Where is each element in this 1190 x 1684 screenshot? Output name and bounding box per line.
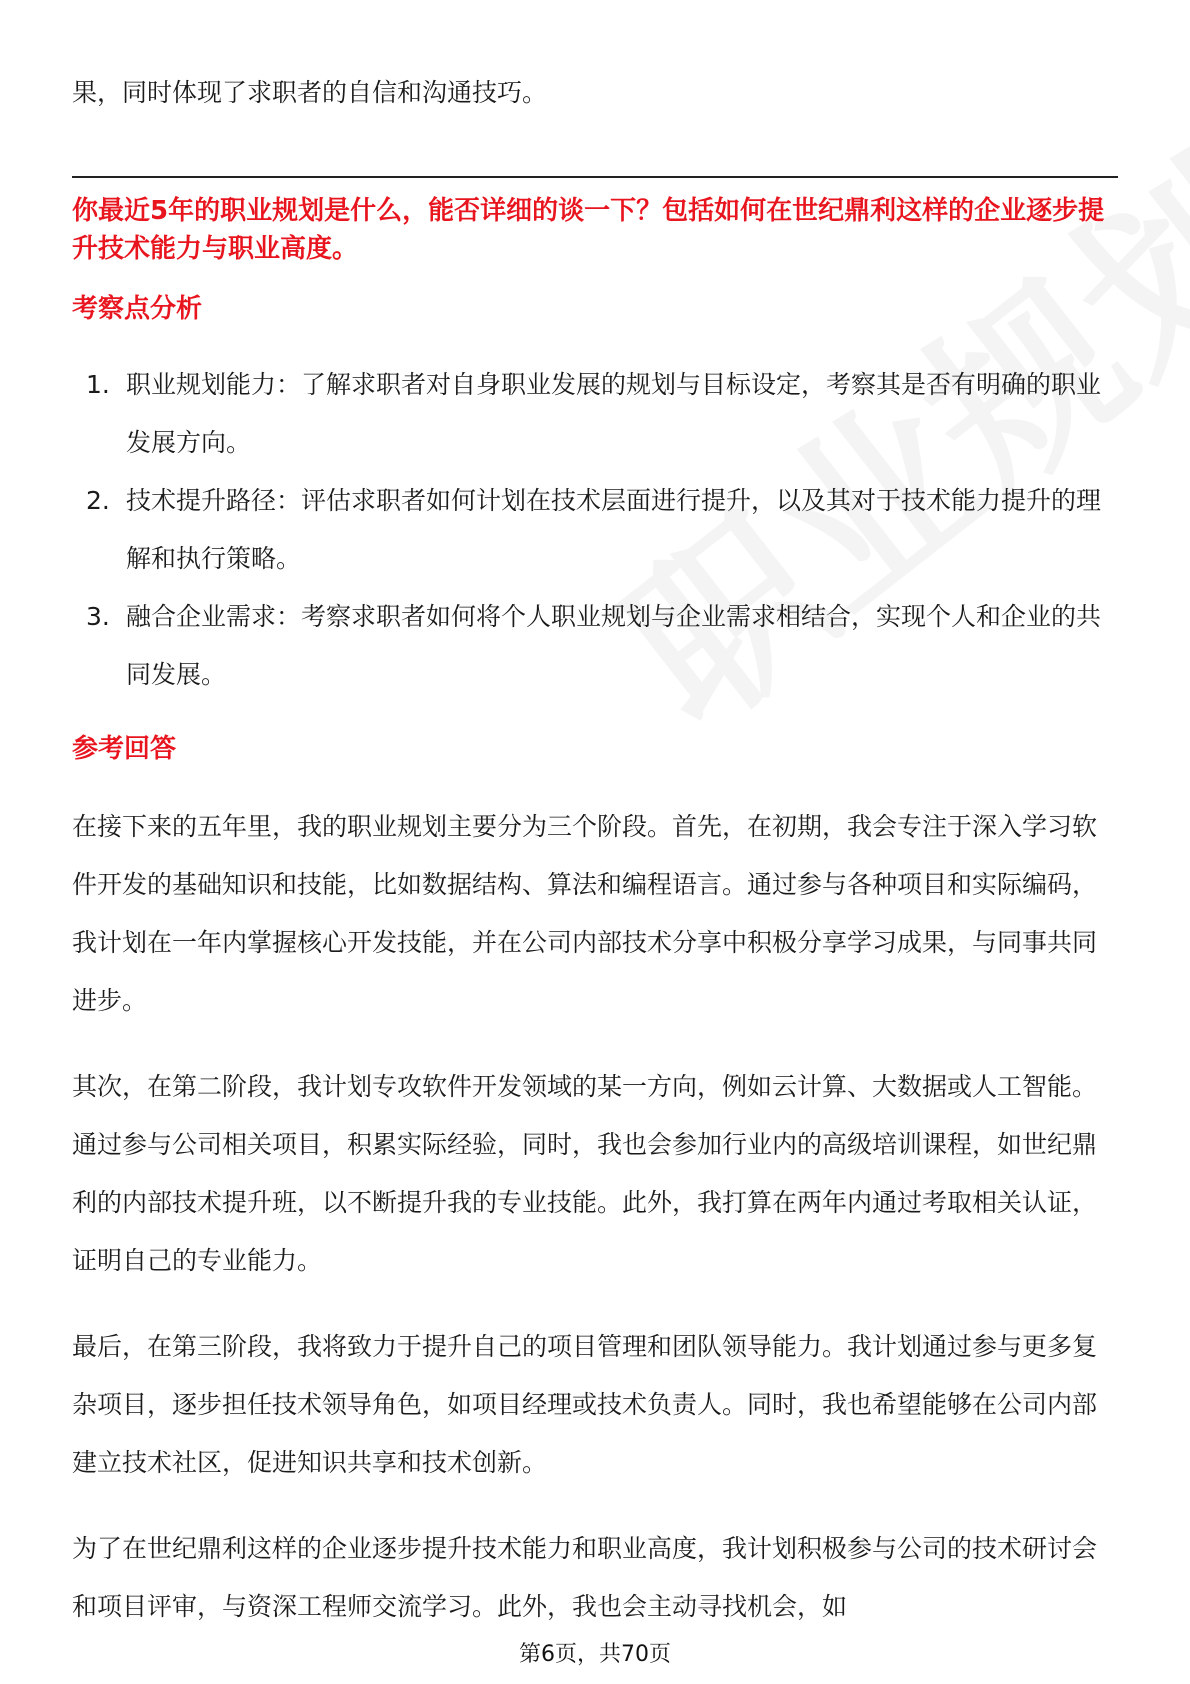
list-item — [72, 472, 1118, 588]
list-item-text: 融合企业需求：考察求职者如何将个人职业规划与企业需求相结合，实现个人和企业的共同发展。 — [126, 602, 1102, 689]
list-item-number: 2. — [86, 486, 110, 515]
analysis-heading: 考察点分析 — [72, 294, 203, 324]
list-item-text: 技术提升路径：评估求职者如何计划在技术层面进行提升，以及其对于技术能力提升的理解和执行策略。 — [126, 486, 1102, 573]
answer-paragraph: 在接下来的五年里，我的职业规划主要分为三个阶段。首先，在初期，我会专注于深入学习软件开发的基础知识和技能，比如数据结构、算法和编程语言。通过参与各种项目和实际编码，我计划在一年内掌握核心开发技能，并在公司内部技术分享中积极分享学习成果，与同事共同进步。 — [72, 812, 1098, 1015]
question-title: 你最近5年的职业规划是什么，能否详细的谈一下？包括如何在世纪鼎利这样的企业逐步提升技术能力与职业高度。 — [72, 196, 1105, 264]
answer-paragraph: 其次，在第二阶段，我计划专攻软件开发领域的某一方向，例如云计算、大数据或人工智能。通过参与公司相关项目，积累实际经验，同时，我也会参加行业内的高级培训课程，如世纪鼎利的内部技术提升班，以不断提升我的专业技能。此外，我打算在两年内通过考取相关认证，证明自己的专业能力。 — [72, 1072, 1098, 1275]
list-item-number: 1. — [86, 370, 110, 399]
reference-heading: 参考回答 — [72, 734, 177, 764]
analysis-list — [72, 356, 1118, 704]
answer-paragraph: 最后，在第三阶段，我将致力于提升自己的项目管理和团队领导能力。我计划通过参与更多复杂项目，逐步担任技术领导角色，如项目经理或技术负责人。同时，我也希望能够在公司内部建立技术社区，促进知识共享和技术创新。 — [72, 1332, 1098, 1477]
continued-text: 果，同时体现了求职者的自信和沟通技巧。 — [72, 78, 548, 107]
divider — [72, 176, 1118, 178]
page-number: 第6页，共70页 — [519, 1642, 671, 1667]
list-item — [72, 356, 1118, 472]
list-item-text: 职业规划能力：了解求职者对自身职业发展的规划与目标设定，考察其是否有明确的职业发展方向。 — [126, 370, 1102, 457]
list-item — [72, 588, 1118, 704]
answer-paragraph: 为了在世纪鼎利这样的企业逐步提升技术能力和职业高度，我计划积极参与公司的技术研讨会和项目评审，与资深工程师交流学习。此外，我也会主动寻找机会，如 — [72, 1534, 1098, 1621]
list-item-number: 3. — [86, 602, 110, 631]
